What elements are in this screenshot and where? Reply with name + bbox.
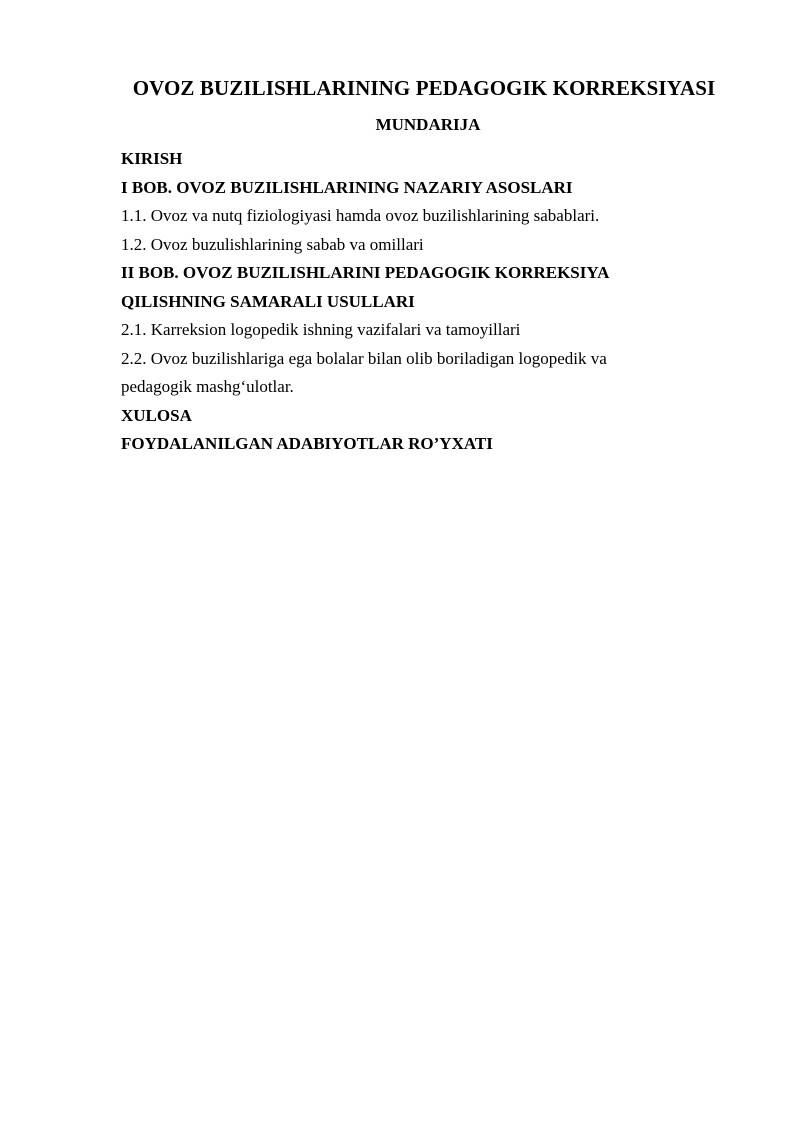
toc-entry-section-2-2-line-1: 2.2. Ovoz buzilishlariga ega bolalar bilan olib boriladigan logopedik va — [121, 348, 607, 368]
toc-entry-section-1-2: 1.2. Ovoz buzulishlarining sabab va omillari — [121, 234, 424, 254]
toc-entry-section-2-1: 2.1. Karreksion logopedik ishning vazifalari va tamoyillari — [121, 320, 521, 339]
toc-entry-introduction: KIRISH — [121, 149, 183, 168]
toc-entry-chapter-1: I BOB. OVOZ BUZILISHLARINING NAZARIY ASOSLARI — [121, 177, 573, 197]
table-of-contents — [121, 145, 741, 459]
document-title: OVOZ BUZILISHLARINING PEDAGOGIK KORREKSIYASI — [132, 76, 716, 100]
toc-entry-chapter-2-line-2: QILISHNING SAMARALI USULLARI — [121, 291, 415, 311]
toc-entry-section-1-1: 1.1. Ovoz va nutq fiziologiyasi hamda ovoz buzilishlarining sabablari. — [121, 206, 600, 225]
toc-entry-section-2-2-line-2: pedagogik mashg‘ulotlar. — [121, 377, 294, 396]
toc-entry-chapter-2-line-1: II BOB. OVOZ BUZILISHLARINI PEDAGOGIK KORREKSIYA — [121, 263, 610, 282]
contents-heading: MUNDARIJA — [375, 115, 481, 134]
toc-entry-conclusion: XULOSA — [121, 405, 192, 425]
toc-entry-references: FOYDALANILGAN ADABIYOTLAR RO’YXATI — [121, 434, 493, 453]
